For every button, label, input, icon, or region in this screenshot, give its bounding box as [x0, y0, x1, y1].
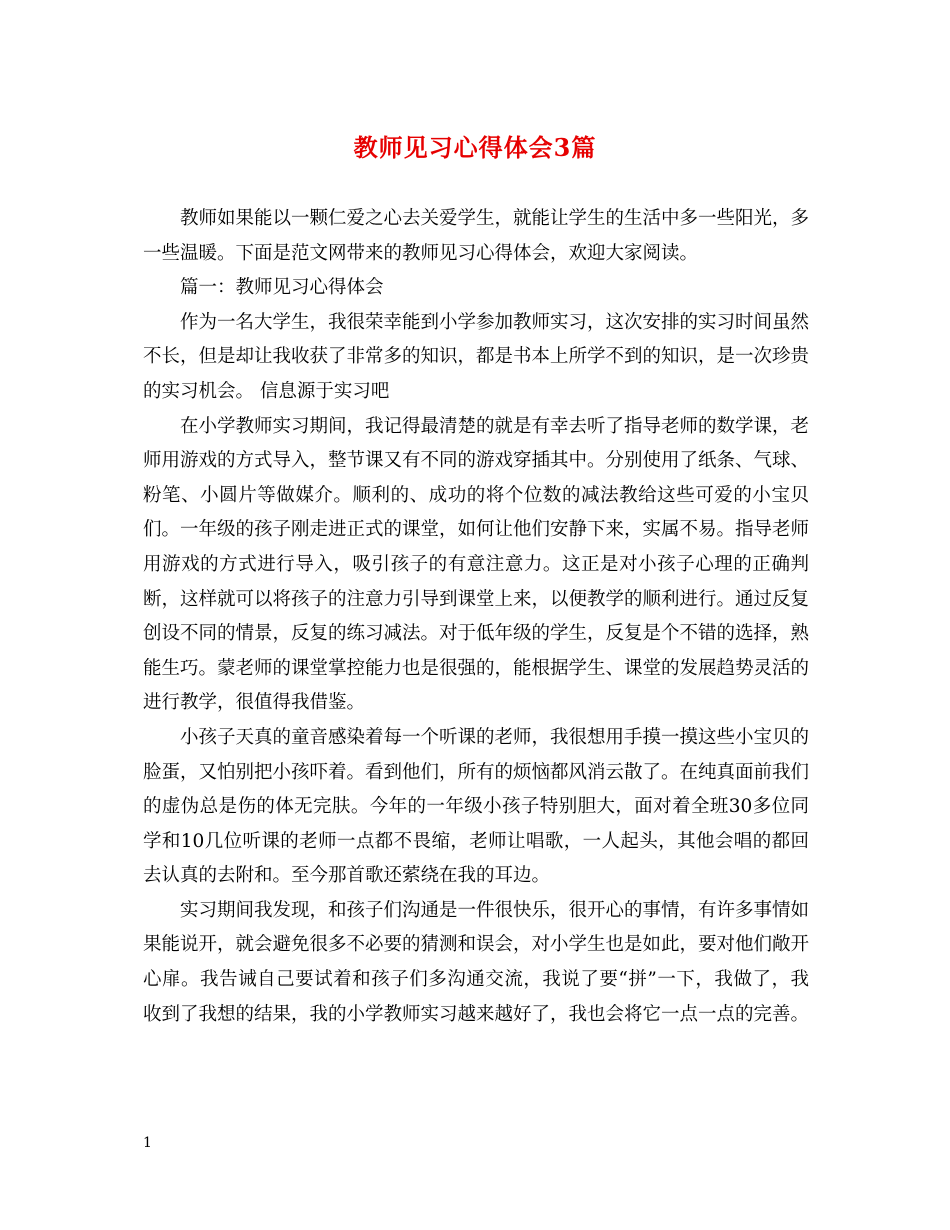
body-paragraph: 作为一名大学生，我很荣幸能到小学参加教师实习，这次安排的实习时间虽然不长，但是却让我收获了非常多的知识，都是书本上所学不到的知识，是一次珍贵的实习机会。 信息源于实习吧 [143, 311, 810, 402]
document-title: 教师见习心得体会3篇 [353, 133, 597, 162]
body-paragraph: 在小学教师实习期间，我记得最清楚的就是有幸去听了指导老师的数学课，老师用游戏的方式导入，整节课又有不同的游戏穿插其中。分别使用了纸条、气球、粉笔、小圆片等做媒介。顺利的、成功的将个位数的减法教给这些可爱的小宝贝们。一年级的孩子刚走进正式的课堂，如何让他们安静下来，实属不易。指导老师用游戏的方式进行导入，吸引孩子的有意注意力。这正是对小孩子心理的正确判断，这样就可以将孩子的注意力引导到课堂上来，以便教学的顺利进行。通过反复创设不同的情景，反复的练习减法。对于低年级的学生，反复是个不错的选择，熟能生巧。蒙老师的课堂掌控能力也是很强的，能根据学生、课堂的发展趋势灵活的进行教学，很值得我借鉴。 [143, 415, 810, 714]
document-body [143, 202, 809, 1032]
intro-paragraph: 教师如果能以一颗仁爱之心去关爱学生，就能让学生的生活中多一些阳光，多一些温暖。下面是范文网带来的教师见习心得体会，欢迎大家阅读。 [143, 208, 810, 264]
body-paragraph: 小孩子天真的童音感染着每一个听课的老师，我很想用手摸一摸这些小宝贝的脸蛋，又怕别把小孩吓着。看到他们，所有的烦恼都风消云散了。在纯真面前我们的虚伪总是伤的体无完肤。今年的一年级小孩子特别胆大，面对着全班30多位同学和10几位听课的老师一点都不畏缩，老师让唱歌，一人起头，其他会唱的都回去认真的去附和。至今那首歌还萦绕在我的耳边。 [143, 726, 810, 887]
page-number: 1 [143, 1135, 152, 1151]
section-heading: 篇一：教师见习心得体会 [180, 277, 384, 299]
body-paragraph: 实习期间我发现，和孩子们沟通是一件很快乐，很开心的事情，有许多事情如果能说开，就会避免很多不必要的猜测和误会，对小学生也是如此，要对他们敞开心扉。我告诫自己要试着和孩子们多沟通交流，我说了要“拼”一下，我做了，我收到了我想的结果，我的小学教师实习越来越好了，我也会将它一点一点的完善。 [143, 899, 810, 1025]
